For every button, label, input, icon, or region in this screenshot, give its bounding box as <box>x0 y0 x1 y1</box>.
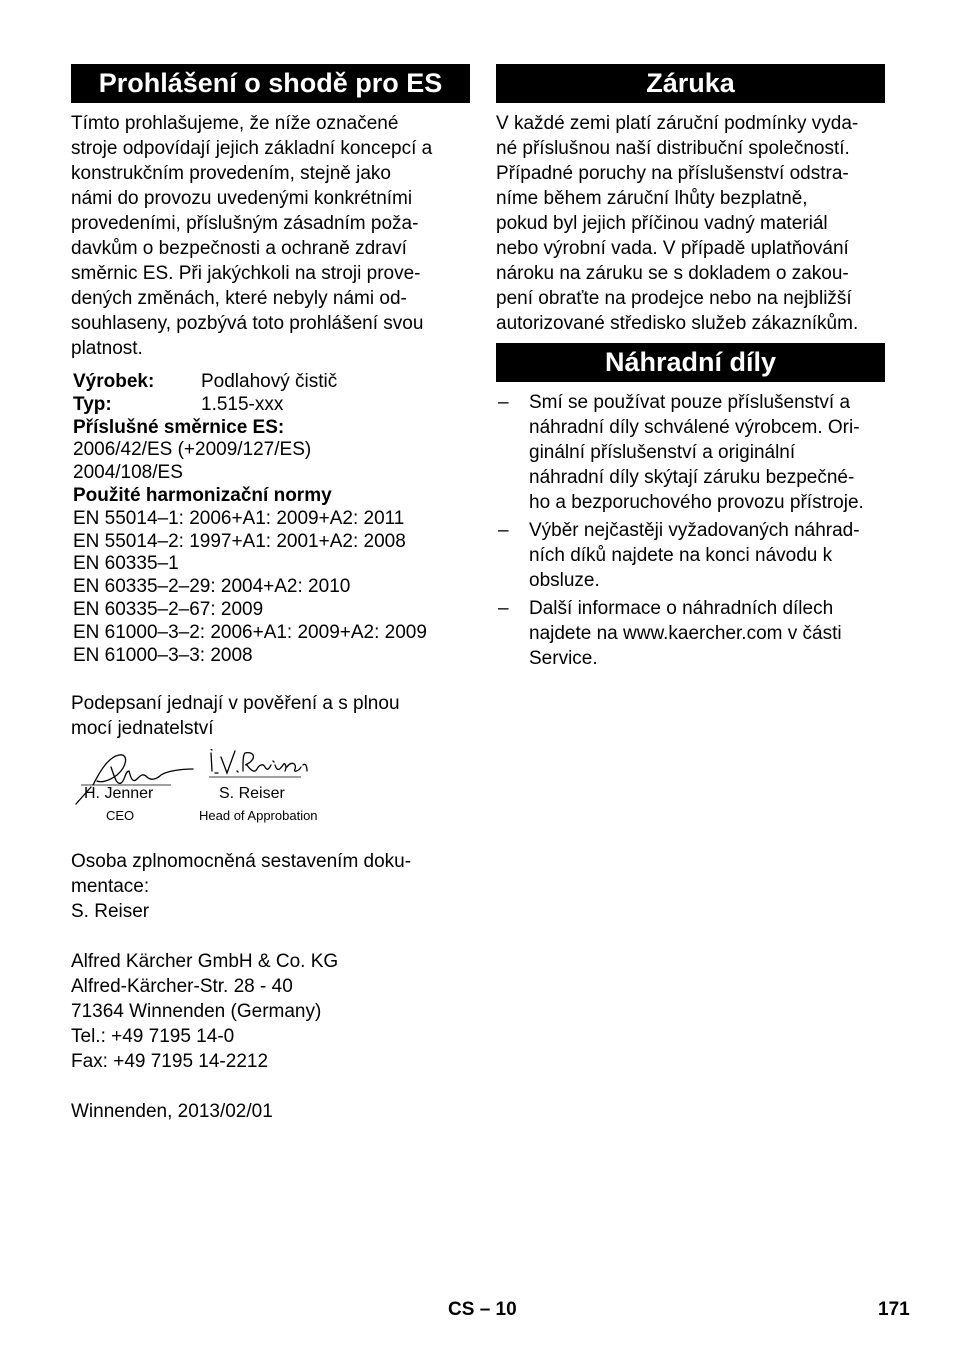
product-label: Výrobek: <box>73 371 155 392</box>
directive-item: 2004/108/ES <box>73 462 183 484</box>
text-line: né příslušnou naší distribuční společností. <box>496 138 850 159</box>
text-line: Výběr nejčastěji vyžadovaných náhrad- <box>529 520 860 541</box>
text-line: V každé zemi platí záruční podmínky vyda- <box>496 113 859 134</box>
text-line: obsluze. <box>529 570 600 591</box>
text-line: Fax: +49 7195 14-2212 <box>71 1051 269 1073</box>
signers-text <box>71 691 470 741</box>
text-line: provedeními, příslušným zásadním poža- <box>71 213 419 234</box>
dash-bullet: – <box>498 598 509 619</box>
text-line: ginální příslušenství a originální <box>529 442 796 463</box>
text-line: najdete na www.kaercher.com v části <box>529 623 842 644</box>
place-date <box>71 1099 470 1124</box>
type-row <box>73 394 470 417</box>
text-line: ho a bezporuchového provozu přístroje. <box>529 492 864 513</box>
text-line: ních díků najdete na konci návodu k <box>529 545 833 566</box>
norm-item: EN 61000–3–2: 2006+A1: 2009+A2: 2009 <box>73 621 427 643</box>
type-label: Typ: <box>73 393 112 415</box>
text-line: Podepsaní jednají v pověření a s plnou <box>71 693 400 715</box>
norm-item: EN 60335–2–29: 2004+A2: 2010 <box>73 576 351 598</box>
product-value: Podlahový čistič <box>201 371 338 392</box>
text-line: náhradní díly schválené výrobcem. Ori- <box>529 417 860 438</box>
text-line: platnost. <box>71 338 143 359</box>
text-line: Service. <box>529 648 598 669</box>
footer-section-number: – 10 <box>479 1299 517 1320</box>
signer2-role: Head of Approbation <box>199 808 318 824</box>
declaration-column <box>71 64 470 1124</box>
type-value: 1.515-xxx <box>201 393 284 415</box>
text-line: dených změnách, které nebyly námi od- <box>71 288 407 309</box>
signature-block <box>71 749 470 849</box>
text-line: námi do provozu uvedenými konkrétními <box>71 188 413 209</box>
product-row <box>73 371 470 394</box>
list-item <box>496 390 885 515</box>
list-item <box>496 596 885 671</box>
footer-section-page <box>448 1299 517 1321</box>
footer-lang: CS <box>448 1299 475 1320</box>
text-line: davkům o bezpečnosti a ochraně zdraví <box>71 238 407 259</box>
text-line: nebo výrobní vada. V případě uplatňování <box>496 238 849 259</box>
text-line: nároku na záruku se s dokladem o zakou- <box>496 263 849 284</box>
text-line: Alfred-Kärcher-Str. 28 - 40 <box>71 976 293 998</box>
text-line: stroje odpovídají jejich základní koncepcí a <box>71 138 433 159</box>
text-line: konstrukčním provedením, stejně jako <box>71 163 391 184</box>
warranty-text <box>496 111 885 336</box>
text-line: Osoba zplnomocněná sestavením doku- <box>71 851 412 873</box>
signer1-name: H. Jenner <box>84 785 154 803</box>
norms-label: Použité harmonizační normy <box>73 484 332 506</box>
norm-item: EN 55014–1: 2006+A1: 2009+A2: 2011 <box>73 507 405 529</box>
spare-parts-list <box>496 390 885 671</box>
norm-item: EN 55014–2: 1997+A1: 2001+A2: 2008 <box>73 530 406 552</box>
signer1-role: CEO <box>106 808 135 824</box>
text-line: 71364 Winnenden (Germany) <box>71 1001 322 1023</box>
text-line: Smí se používat pouze příslušenství a <box>529 392 851 413</box>
signer2-name: S. Reiser <box>219 785 285 803</box>
text-line: Winnenden, 2013/02/01 <box>71 1101 273 1123</box>
declaration-intro <box>71 111 470 361</box>
text-line: souhlaseny, pozbývá toto prohlášení svou <box>71 313 424 334</box>
text-line: Další informace o náhradních dílech <box>529 598 834 619</box>
dash-bullet: – <box>498 520 509 541</box>
company-address <box>71 949 470 1074</box>
text-line: níme během záruční lhůty bezplatně, <box>496 188 808 209</box>
text-line: Případné poruchy na příslušenství odstra- <box>496 163 849 184</box>
product-spec <box>71 371 470 667</box>
dash-bullet: – <box>498 392 509 413</box>
spare-parts-heading: Náhradní díly <box>496 343 885 382</box>
directives-label: Příslušné směrnice ES: <box>73 416 285 438</box>
text-line: S. Reiser <box>71 901 150 923</box>
text-line: pení obraťte na prodejce nebo na nejbližší <box>496 288 852 309</box>
text-line: náhradní díly skýtají záruku bezpečné- <box>529 467 855 488</box>
text-line: směrnic ES. Při jakýchkoli na stroji prove- <box>71 263 421 284</box>
declaration-heading: Prohlášení o shodě pro ES <box>71 64 470 103</box>
text-line: mocí jednatelství <box>71 718 214 740</box>
authorized-person <box>71 849 470 924</box>
norm-item: EN 61000–3–3: 2008 <box>73 644 253 666</box>
norm-item: EN 60335–2–67: 2009 <box>73 598 264 620</box>
directive-item: 2006/42/ES (+2009/127/ES) <box>73 439 312 461</box>
norm-item: EN 60335–1 <box>73 553 179 575</box>
text-line: pokud byl jejich příčinou vadný materiál <box>496 213 828 234</box>
page-number: 171 <box>878 1299 910 1320</box>
text-line: autorizované středisko služeb zákazníkům. <box>496 313 859 334</box>
text-line: mentace: <box>71 876 150 898</box>
warranty-heading: Záruka <box>496 64 885 103</box>
text-line: Tímto prohlašujeme, že níže označené <box>71 113 399 134</box>
text-line: Alfred Kärcher GmbH & Co. KG <box>71 951 339 973</box>
warranty-parts-column <box>496 64 885 674</box>
text-line: Tel.: +49 7195 14-0 <box>71 1026 235 1048</box>
list-item <box>496 518 885 593</box>
